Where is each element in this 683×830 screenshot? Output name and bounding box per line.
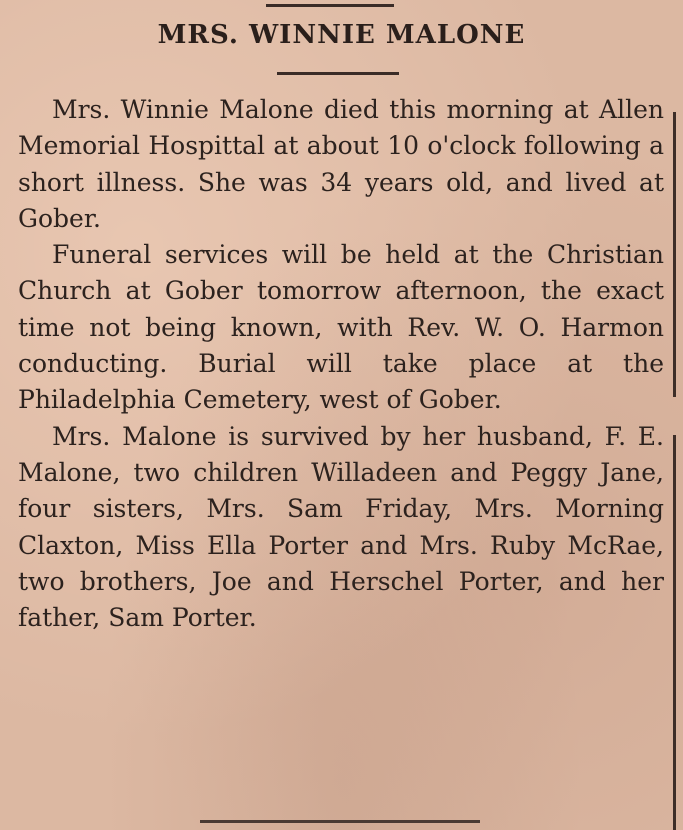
column-divider-upper bbox=[673, 112, 676, 397]
obituary-headline: MRS. WINNIE MALONE bbox=[157, 20, 526, 50]
obituary-body bbox=[18, 92, 664, 636]
headline-rule bbox=[277, 72, 399, 75]
bottom-rule bbox=[200, 820, 480, 823]
paragraph-survivors: Mrs. Malone is survived by her husband, F. E. Malone, two children Willadeen and Peggy Jane, four sisters, Mrs. Sam Friday, Mrs. Morning Claxton, Miss Ella Porter and Mrs. Ruby McRae, two brothers, Joe and Herschel Porter, and her father, Sam Porter. bbox=[18, 421, 664, 633]
top-rule bbox=[266, 4, 394, 7]
column-divider-lower bbox=[673, 435, 676, 830]
paragraph-death-notice: Mrs. Winnie Malone died this morning at Allen Memorial Hospittal at about 10 o'clock following a short illness. She was 34 years old, and lived at Gober. bbox=[18, 95, 664, 233]
paragraph-funeral-services: Funeral services will be held at the Christian Church at Gober tomorrow afternoon, the exact time not being known, with Rev. W. O. Harmon conducting. Burial will take place at the Philadelphia Cemetery, west of Gober. bbox=[18, 240, 664, 415]
